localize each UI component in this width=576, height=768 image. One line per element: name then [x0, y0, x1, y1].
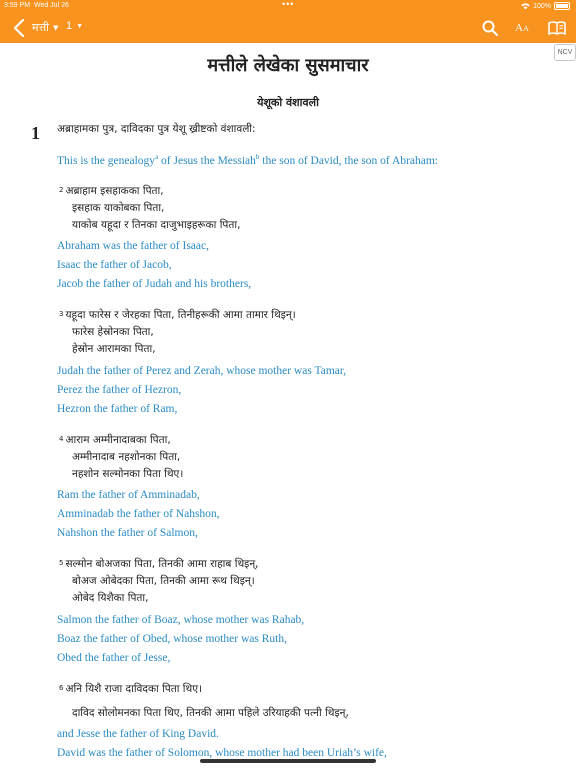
verse-number: 4: [59, 435, 64, 443]
verse-line: दाविद सोलोमनका पिता थिए, तिनकी आमा पहिले उरियाहकी पत्नी थिइन्,: [72, 707, 349, 719]
verse-line-english: Ram the father of Amminadab,: [57, 489, 200, 501]
book-label: मत्ती: [32, 21, 50, 34]
back-chevron-icon[interactable]: [10, 17, 30, 39]
navigation-bar: [0, 14, 576, 42]
verse-number: 6: [59, 684, 64, 692]
multitask-dots[interactable]: •••: [282, 0, 295, 9]
verse-line: 2 अब्राहाम इसहाकका पिता,: [59, 185, 164, 197]
verse-line: बोअज ओबेदका पिता, तिनकी आमा रूथ थिइन्।: [72, 575, 255, 587]
verse-line-english: Judah the father of Perez and Zerah, whose mother was Tamar,: [57, 365, 347, 377]
verse-line-english: Boaz the father of Obed, whose mother was Ruth,: [57, 633, 287, 645]
verse-line: 6 अनि यिशै राजा दाविदका पिता थिए।: [59, 683, 203, 695]
verse-line-english: and Jesse the father of King David.: [57, 728, 219, 740]
verse-1-nepali: अब्राहामका पुत्र, दाविदका पुत्र येशू ख्रीष्टको वंशावली:: [57, 123, 256, 135]
book-title: मत्तीले लेखेका सुसमाचार: [207, 55, 369, 76]
scripture-content[interactable]: [0, 43, 576, 768]
verse-line: अम्मीनादाब नहशोनका पिता,: [72, 451, 181, 463]
verse-line-english: Nahshon the father of Salmon,: [57, 527, 198, 539]
footnote-marker[interactable]: a: [155, 153, 159, 161]
verse-line: इसहाक याकोबका पिता,: [72, 202, 165, 214]
verse-number: 2: [59, 186, 64, 194]
home-indicator[interactable]: [200, 759, 376, 763]
chapter-label: 1: [66, 20, 73, 32]
version-badge[interactable]: NCV: [554, 44, 576, 61]
verse-line: नहशोन सल्मोनका पिता थिए।: [72, 468, 184, 480]
verse-number: 3: [59, 310, 64, 318]
chapter-number: 1: [31, 123, 40, 143]
verse-line-english: Amminadab the father of Nahshon,: [57, 508, 220, 520]
font-size-button[interactable]: AA: [515, 22, 529, 34]
status-indicators: [521, 2, 570, 10]
font-size-icon: A: [515, 22, 523, 34]
battery-icon: [554, 2, 570, 10]
book-selector[interactable]: [32, 20, 58, 35]
verse-line-english: Jacob the father of Judah and his brothers,: [57, 278, 252, 290]
status-time: 3:59 PM Wed Jul 26: [4, 2, 69, 9]
verse-line: 4 आराम अम्मीनादाबका पिता,: [59, 434, 171, 446]
verse-line-english: Abraham was the father of Isaac,: [57, 240, 209, 252]
verse-line-english: Salmon the father of Boaz, whose mother was Rahab,: [57, 614, 305, 626]
caret-down-icon: ▼: [76, 23, 84, 30]
verse-number: 5: [59, 559, 64, 567]
verse-line: 3 यहूदा फारेस र जेरहका पिता, तिनीहरूकी आमा तामार थिइन्।: [59, 309, 296, 321]
caret-down-icon: ▼: [53, 24, 59, 32]
verse-line: ओबेद यिशैका पिता,: [72, 592, 149, 604]
verse-line-english: Isaac the father of Jacob,: [57, 259, 172, 271]
verse-line: हेस्रोन आरामका पिता,: [72, 343, 156, 355]
footnote-marker[interactable]: b: [255, 153, 260, 161]
verse-line-english: Perez the father of Hezron,: [57, 384, 182, 396]
verse-line-english: David was the father of Solomon, whose mother had been Uriah’s wife,: [57, 747, 387, 759]
section-heading: येशूको वंशावली: [257, 96, 319, 109]
verse-1-english: This is the genealogy$^a$ of Jesus the Messiah$^b$ the son of David, the son of Abraham:: [57, 153, 438, 167]
battery-percent: 100%: [533, 2, 551, 10]
verse-line: फारेस हेस्रोनका पिता,: [72, 326, 154, 338]
top-bar: [0, 0, 576, 43]
search-icon[interactable]: [481, 18, 499, 38]
verse-line: याकोब यहूदा र तिनका दाजुभाइहरूका पिता,: [72, 219, 241, 231]
chapter-selector[interactable]: [66, 20, 83, 32]
verse-line: 5 सल्मोन बोअजका पिता, तिनकी आमा राहाब थिइन्,: [59, 558, 259, 570]
open-book-icon[interactable]: [547, 18, 567, 38]
wifi-icon: [521, 3, 530, 9]
verse-line-english: Hezron the father of Ram,: [57, 403, 178, 415]
verse-line-english: Obed the father of Jesse,: [57, 652, 171, 664]
